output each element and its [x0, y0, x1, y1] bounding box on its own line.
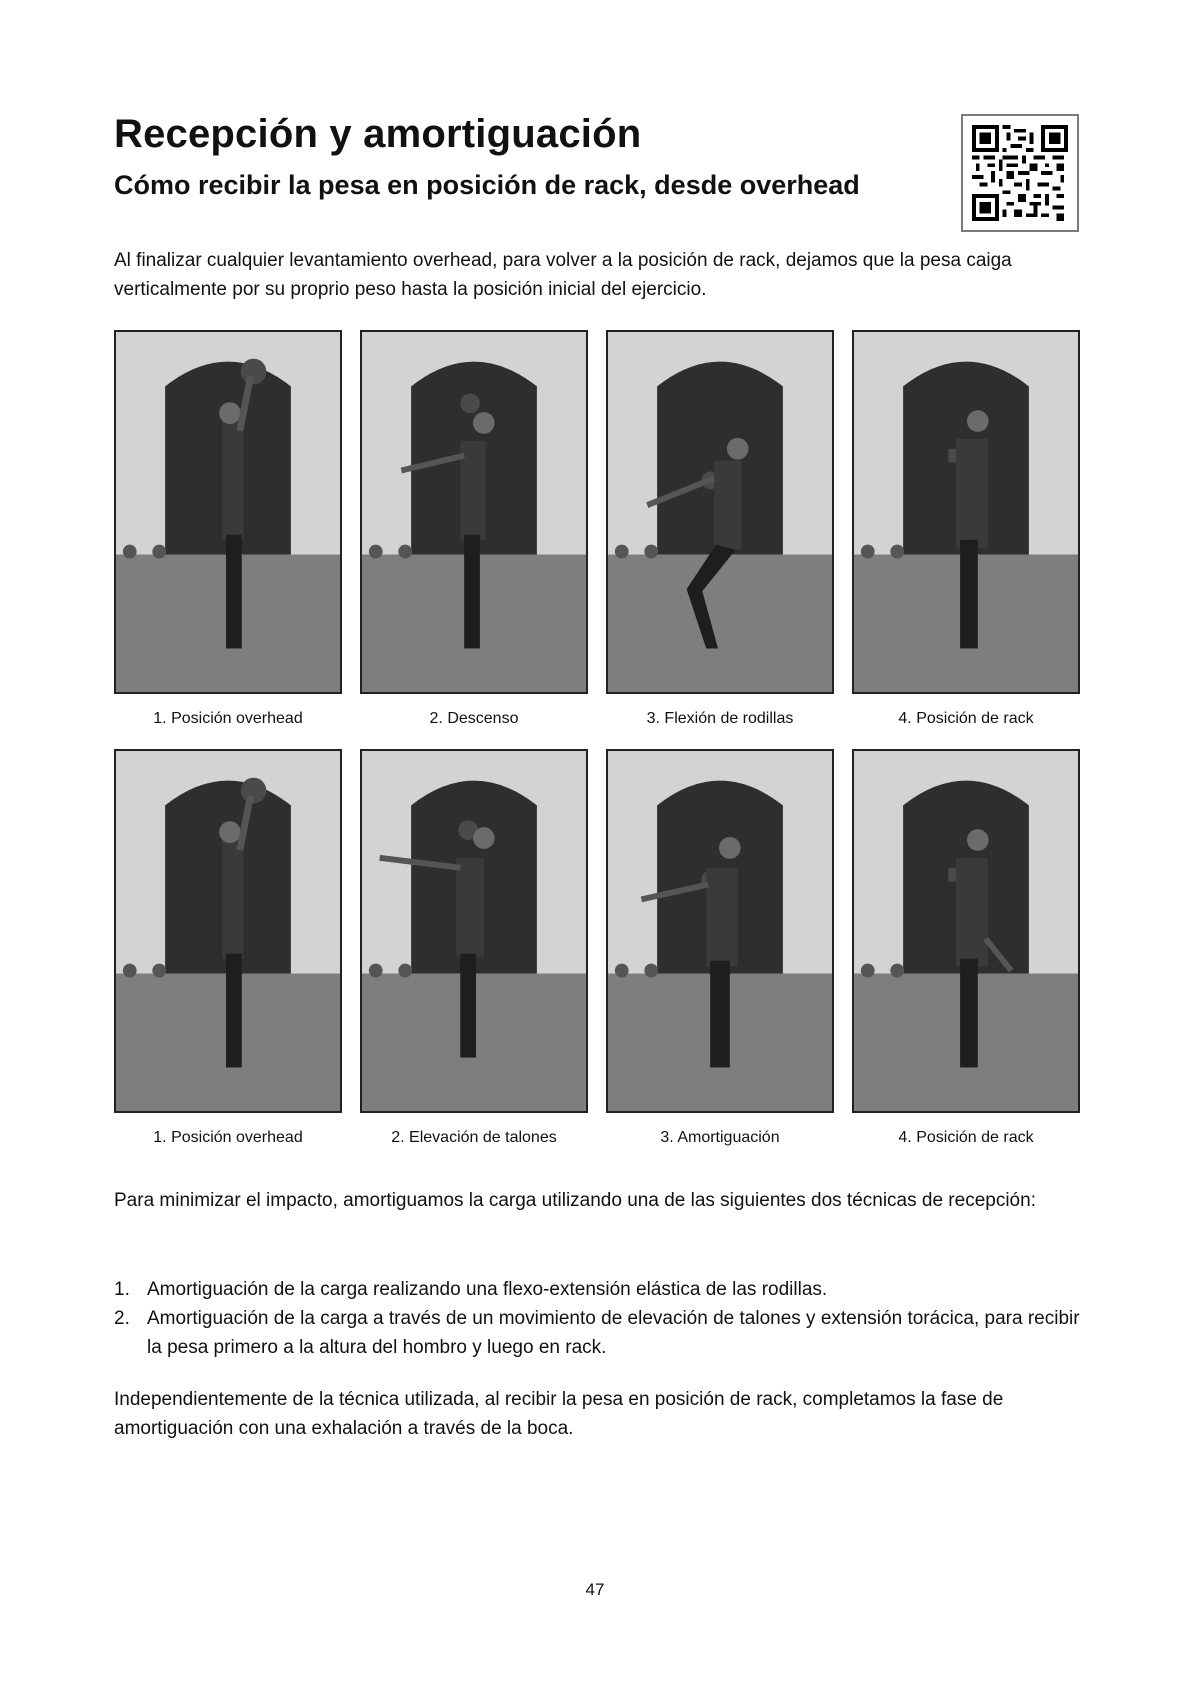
- list-number: 1.: [114, 1279, 130, 1300]
- intro-paragraph: Al finalizar cualquier levantamiento overhead, para volver a la posición de rack, dejamos que la pesa caiga verticalmente por su proprio peso hasta la posición inicial del ejercicio.: [114, 250, 1012, 300]
- page-number: 47: [585, 1580, 605, 1599]
- caption: 2. Descenso: [429, 710, 519, 727]
- photo-overhead-position: [114, 749, 342, 1113]
- page-title: Recepción y amortiguación: [114, 112, 642, 156]
- photo-rack-position: [852, 749, 1080, 1113]
- caption: 3. Flexión de rodillas: [646, 710, 794, 727]
- photo-heel-raise: [360, 749, 588, 1113]
- caption: 4. Posición de rack: [898, 710, 1034, 727]
- caption: 2. Elevación de talones: [391, 1129, 557, 1146]
- techniques-intro: Para minimizar el impacto, amortiguamos la carga utilizando una de las siguientes dos técnicas de recepción:: [114, 1190, 1036, 1211]
- list-item: [114, 1275, 1084, 1304]
- photo-knee-flexion: [606, 330, 834, 694]
- page-subtitle: Cómo recibir la pesa en posición de rack, desde overhead: [114, 170, 860, 200]
- caption: 1. Posición overhead: [153, 710, 303, 727]
- photo-rack-position: [852, 330, 1080, 694]
- qr-code-icon[interactable]: [961, 114, 1079, 232]
- photo-row-1: [114, 330, 1084, 727]
- caption: 3. Amortiguación: [660, 1129, 780, 1146]
- list-number: 2.: [114, 1308, 130, 1329]
- photo-cushioning: [606, 749, 834, 1113]
- photo-row-2: [114, 749, 1084, 1146]
- caption: 1. Posición overhead: [153, 1129, 303, 1146]
- closing-paragraph: Independientemente de la técnica utilizada, al recibir la pesa en posición de rack, completamos la fase de amortiguación con una exhalación a través de la boca.: [114, 1389, 1004, 1439]
- list-item: [114, 1304, 1084, 1362]
- techniques-list: [114, 1275, 1084, 1362]
- photo-overhead-position: [114, 330, 342, 694]
- list-text: Amortiguación de la carga a través de un movimiento de elevación de talones y extensión torácica, para recibir la pesa primero a la altura del hombro y luego en rack.: [147, 1308, 1080, 1358]
- photo-descent: [360, 330, 588, 694]
- caption: 4. Posición de rack: [898, 1129, 1034, 1146]
- list-text: Amortiguación de la carga realizando una flexo-extensión elástica de las rodillas.: [147, 1279, 828, 1300]
